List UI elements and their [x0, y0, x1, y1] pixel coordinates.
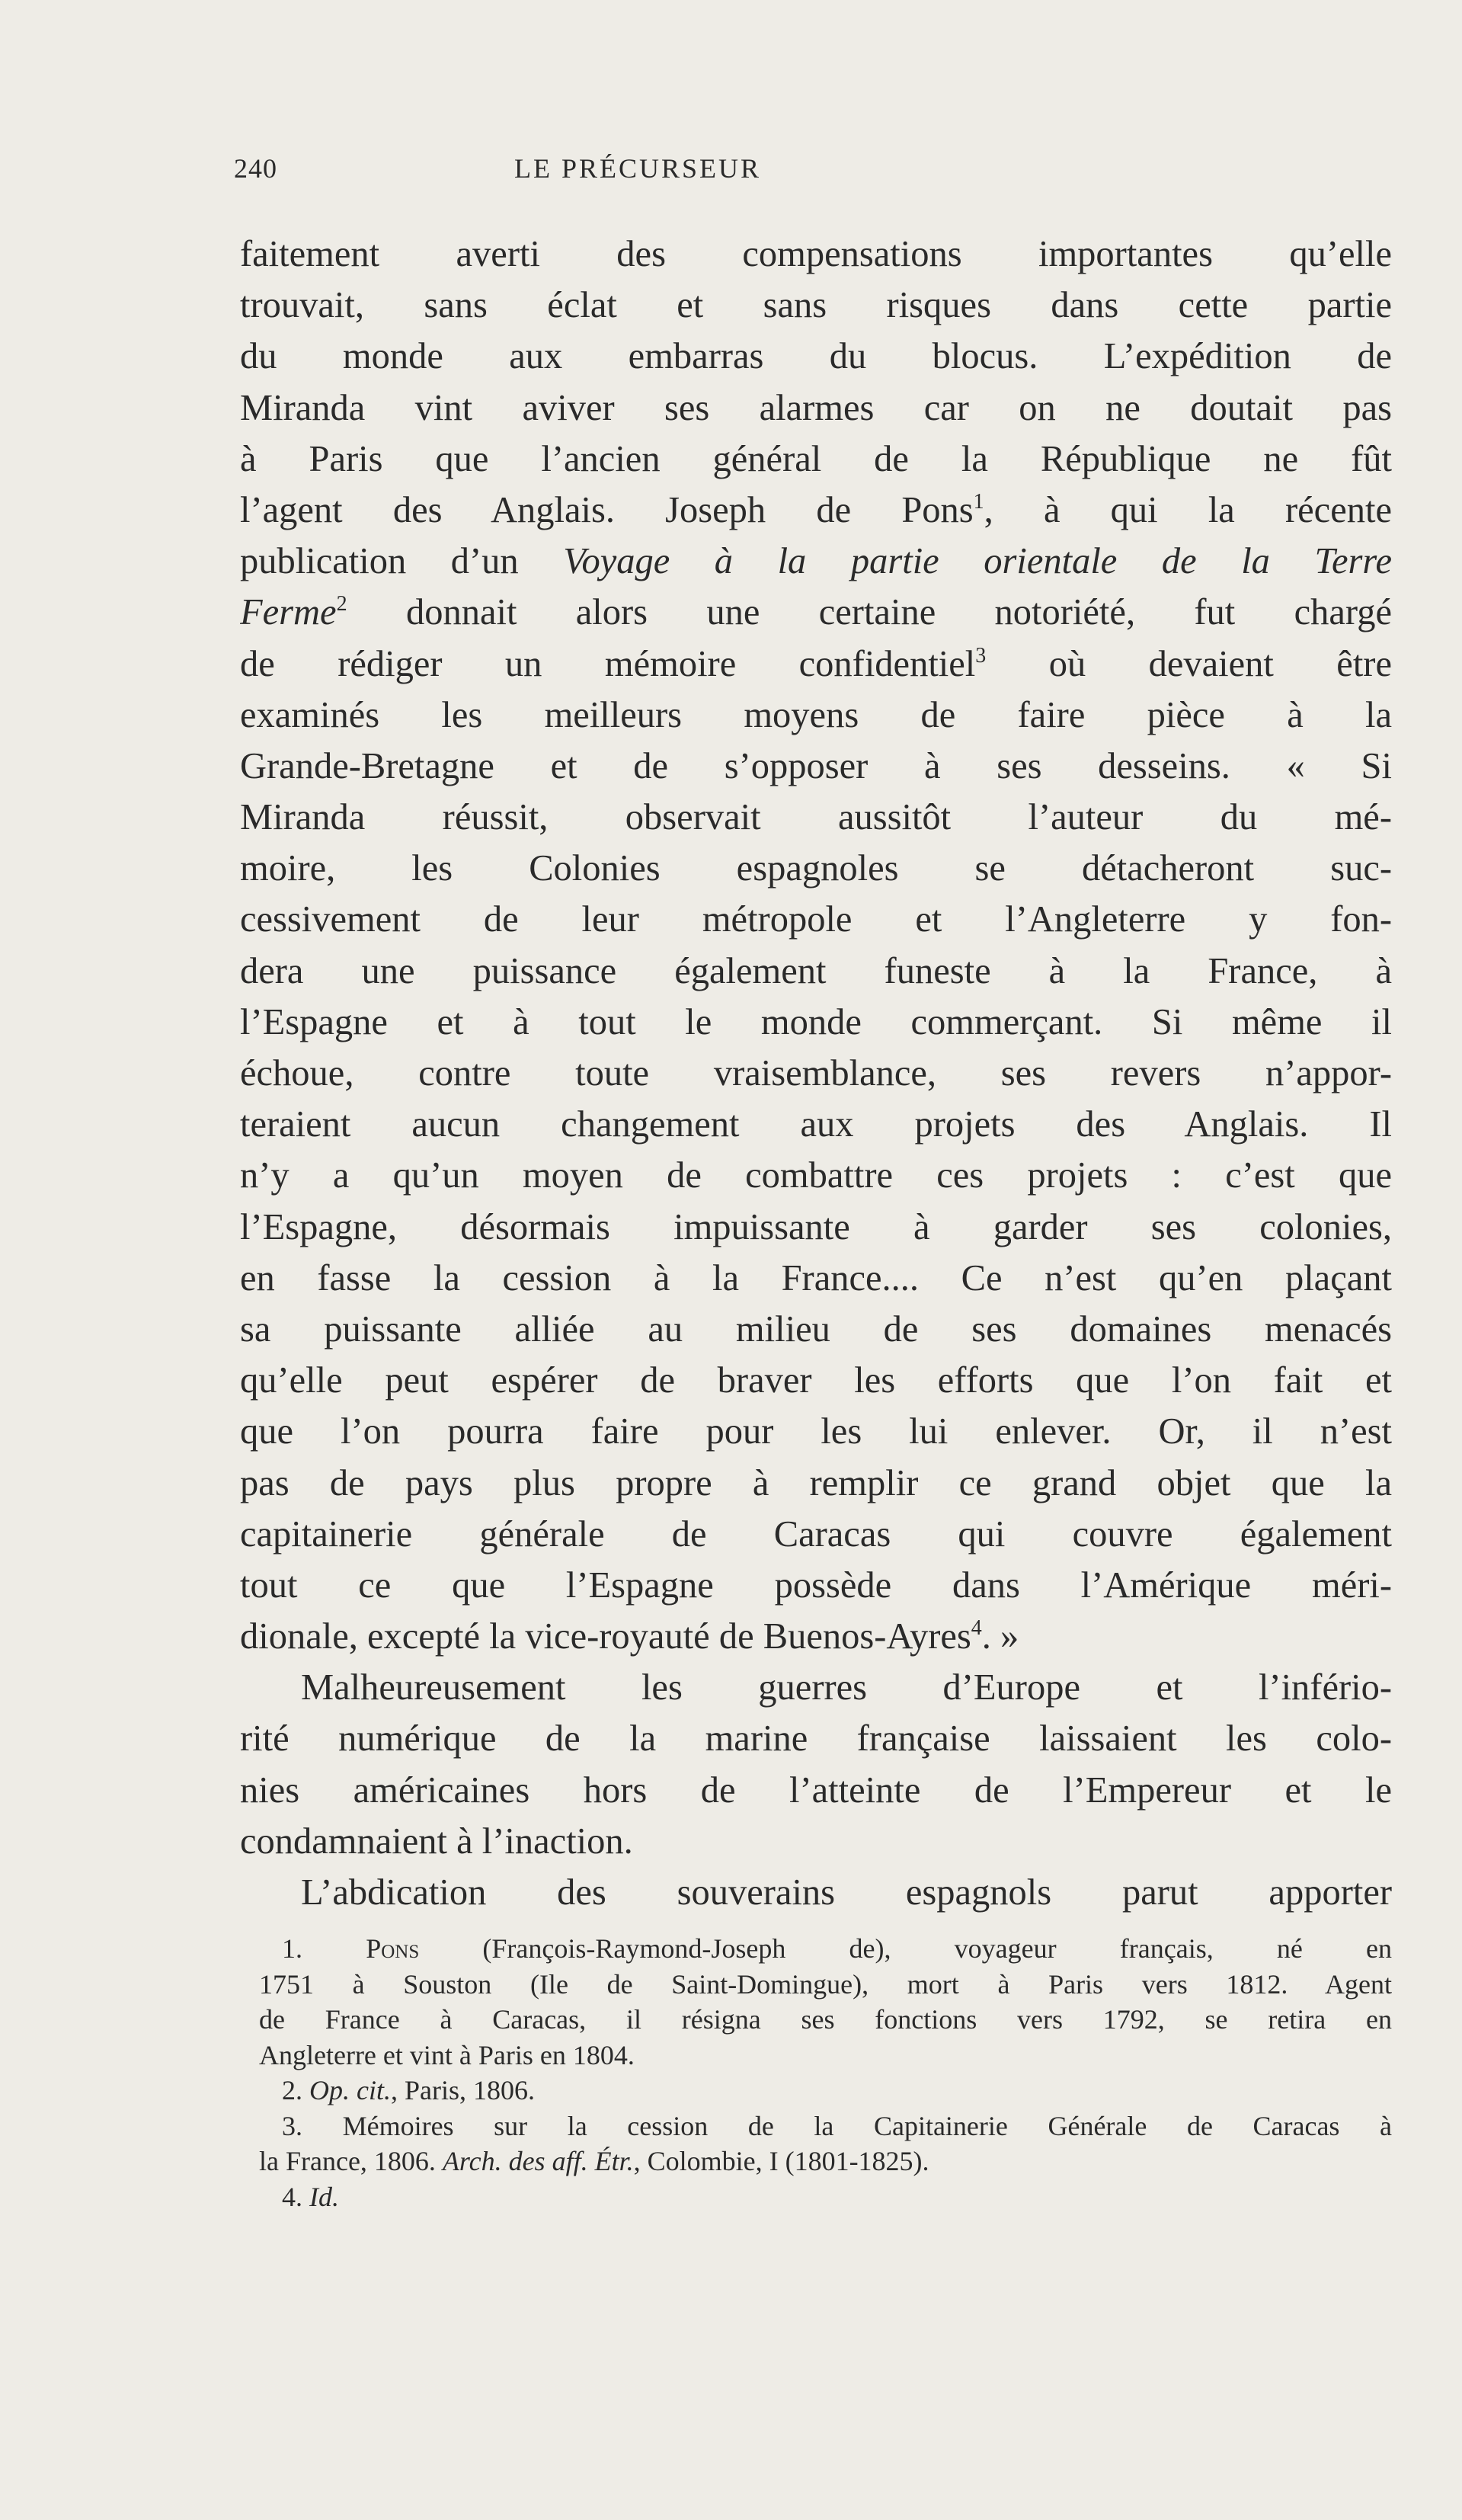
text-line: rité numérique de la marine française laissaient les colo-	[240, 1718, 1392, 1760]
text-line: Miranda vint aviver ses alarmes car on ne doutait pas	[240, 387, 1392, 428]
footnote-ref: 4	[971, 1616, 982, 1641]
book-title: Ferme	[240, 592, 337, 633]
text-line: moire, les Colonies espagnoles se détacheront suc-	[240, 848, 1392, 889]
footnote-4	[259, 2179, 1392, 2215]
text-line: tout ce que l’Espagne possède dans l’Amérique méri-	[240, 1564, 1392, 1606]
footnote-2	[259, 2073, 1392, 2109]
footnote-number: 2.	[282, 2075, 309, 2105]
footnote-name: Pons	[366, 1933, 420, 1964]
text-run: , à qui la récente	[984, 489, 1392, 530]
text-line: condamnaient à l’inaction.	[240, 1820, 633, 1862]
text-line: pas de pays plus propre à remplir ce grand objet que la	[240, 1462, 1392, 1503]
text-line: que l’on pourra faire pour les lui enlever. Or, il n’est	[240, 1411, 1392, 1452]
footnote-number: 1.	[282, 1933, 366, 1964]
text-line: qu’elle peut espérer de braver les efforts que l’on fait et	[240, 1360, 1392, 1401]
citation: Op. cit.	[309, 2075, 391, 2105]
text-line: dera une puissance également funeste à la France, à	[240, 950, 1392, 991]
text-line: sa puissante alliée au milieu de ses domaines menacés	[240, 1308, 1392, 1350]
text-line: Grande-Bretagne et de s’opposer à ses desseins. « Si	[240, 745, 1392, 786]
citation: Id.	[309, 2181, 339, 2212]
text-line: Malheureusement les guerres d’Europe et l’infério-	[301, 1667, 1392, 1708]
text-run: donnait alors une certaine notoriété, fut chargé	[347, 592, 1392, 633]
footnote-ref: 3	[975, 643, 987, 668]
text-line	[240, 587, 1392, 638]
running-title: LE PRÉCURSEUR	[513, 153, 762, 184]
text-run: où devaient être	[986, 643, 1392, 684]
text-line	[240, 1611, 1392, 1662]
text-run: , Paris, 1806.	[390, 2075, 535, 2105]
text-line: échoue, contre toute vraisemblance, ses revers n’appor-	[240, 1053, 1392, 1093]
text-line: teraient aucun changement aux projets des Anglais. Il	[240, 1104, 1392, 1145]
text-line: trouvait, sans éclat et sans risques dans cette partie	[240, 285, 1392, 326]
footnote-ref: 1	[973, 489, 984, 514]
text-line: l’Espagne, désormais impuissante à garder ses colonies,	[240, 1206, 1392, 1247]
text-line: cessivement de leur métropole et l’Angleterre y fon-	[240, 899, 1392, 940]
text-run: dionale, excepté la vice-royauté de Buenos-Ayres	[240, 1616, 971, 1657]
book-title: Voyage à la partie orientale de la Terre	[563, 541, 1392, 582]
text-line	[240, 485, 1392, 536]
text-run: de rédiger un mémoire confidentiel	[240, 643, 976, 684]
footnote-line: de France à Caracas, il résigna ses fonctions vers 1792, se retira en	[259, 2004, 1392, 2035]
text-run: (François-Raymond-Joseph de), voyageur français, né en	[419, 1933, 1392, 1964]
footnote-1	[259, 1931, 1392, 1967]
text-run: , Colombie, I (1801-1825).	[633, 2146, 929, 2176]
footnote-line	[259, 2144, 1392, 2179]
text-run: la France, 1806.	[259, 2146, 443, 2176]
text-line: faitement averti des compensations importantes qu’elle	[240, 234, 1392, 274]
text-line: L’abdication des souverains espagnols parut apporter	[301, 1872, 1392, 1913]
page-header	[234, 152, 1392, 198]
main-text	[240, 229, 1392, 1918]
footnote-ref: 2	[336, 592, 347, 616]
text-line: en fasse la cession à la France.... Ce n’est qu’en plaçant	[240, 1257, 1392, 1298]
text-line: Miranda réussit, observait aussitôt l’auteur du mé-	[240, 797, 1392, 838]
text-line	[240, 639, 1392, 690]
footnotes	[259, 1931, 1392, 2214]
text-line: à Paris que l’ancien général de la République ne fût	[240, 438, 1392, 479]
text-line	[240, 536, 1392, 587]
text-line: nies américaines hors de l’atteinte de l’Empereur et le	[240, 1769, 1392, 1811]
text-run: publication d’un	[240, 541, 564, 582]
text-line: examinés les meilleurs moyens de faire pièce à la	[240, 694, 1392, 735]
text-run: . »	[981, 1616, 1019, 1657]
footnote-line: Angleterre et vint à Paris en 1804.	[259, 2039, 635, 2070]
citation: Arch. des aff. Étr.	[442, 2146, 634, 2176]
footnote-line: 1751 à Souston (Ile de Saint-Domingue), mort à Paris vers 1812. Agent	[259, 1968, 1392, 2000]
text-line: du monde aux embarras du blocus. L’expédition de	[240, 336, 1392, 377]
footnote-number: 4.	[282, 2181, 309, 2212]
page-number: 240	[234, 153, 277, 184]
text-line: capitainerie générale de Caracas qui couvre également	[240, 1513, 1392, 1555]
text-run: l’agent des Anglais. Joseph de Pons	[240, 489, 974, 530]
text-line: l’Espagne et à tout le monde commerçant. Si même il	[240, 1001, 1392, 1042]
text-line: n’y a qu’un moyen de combattre ces projets : c’est que	[240, 1155, 1392, 1196]
footnote-3: 3. Mémoires sur la cession de la Capitainerie Générale de Caracas à	[282, 2110, 1392, 2141]
